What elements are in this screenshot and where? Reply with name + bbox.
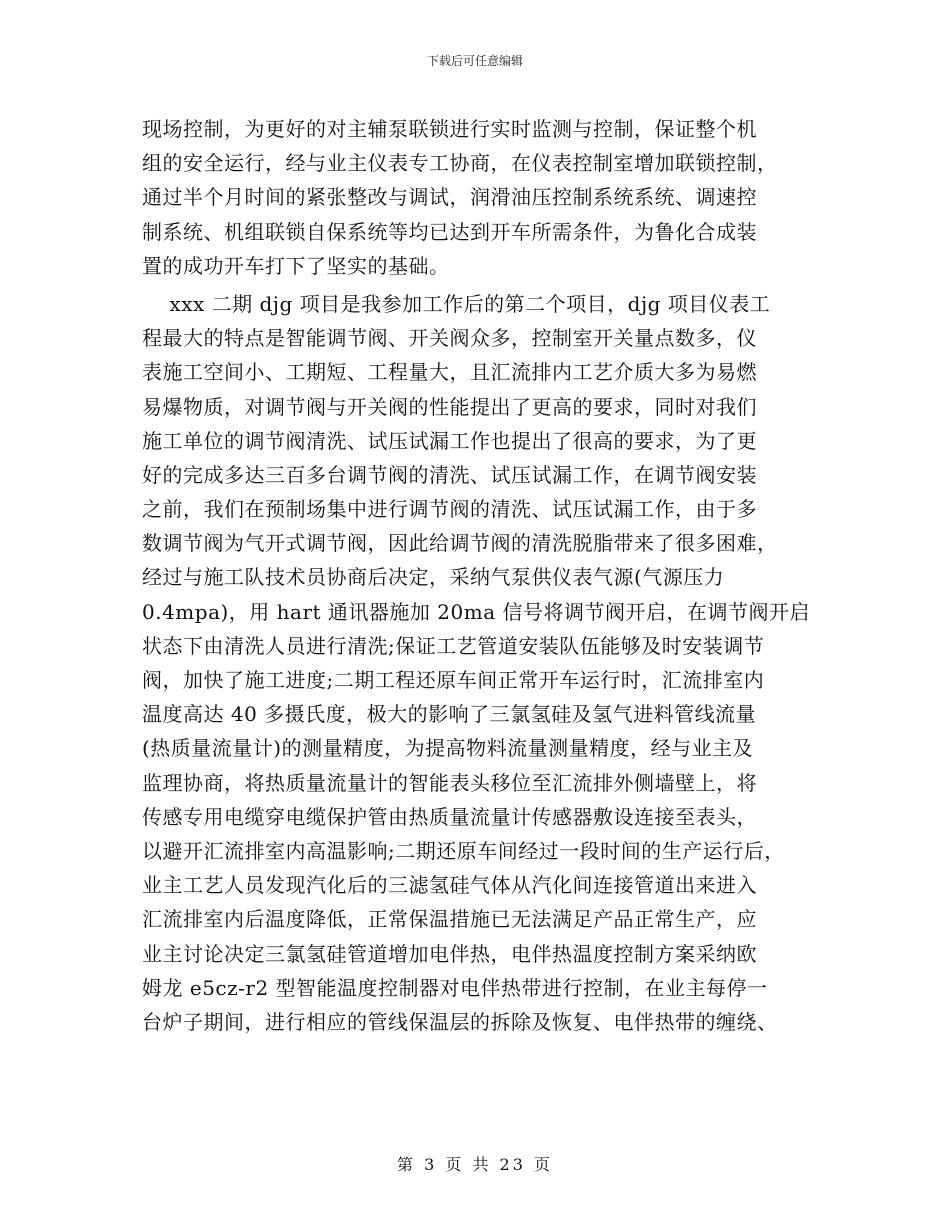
text-line: 0.4mpa)，用 hart 通讯器施加 20ma 信号将调节阀开启，在调节阀开启 <box>142 599 810 624</box>
page-number-footer: 第 3 页 共 23 页 <box>397 1155 553 1174</box>
document-body <box>142 112 822 1039</box>
text-line: 温度高达 40 多摄氏度，极大的影响了三氯氢硅及氢气进料管线流量 <box>142 702 757 727</box>
text-line: (热质量流量计)的测量精度，为提高物料流量测量精度，经与业主及 <box>142 736 754 761</box>
text-line: 现场控制，为更好的对主辅泵联锁进行实时监测与控制，保证整个机 <box>142 117 757 141</box>
text-line: 业主讨论决定三氯氢硅管道增加电伴热，电伴热温度控制方案采纳欧 <box>142 941 757 966</box>
text-line: 置的成功开车打下了坚实的基础。 <box>142 253 450 278</box>
text-line: 之前，我们在预制场集中进行调节阀的清洗、试压试漏工作，由于多 <box>142 497 757 522</box>
text-line: 制系统、机组联锁自保系统等均已达到开车所需条件，为鲁化合成装 <box>142 219 757 244</box>
text-line: 数调节阀为气开式调节阀，因此给调节阀的清洗脱脂带来了很多困难， <box>142 531 778 556</box>
text-line: 通过半个月时间的紧张整改与调试，润滑油压控制系统系统、调速控 <box>142 185 757 210</box>
text-line: 传感专用电缆穿电缆保护管由热质量流量计传感器敷设连接至表头， <box>142 804 757 829</box>
paragraph-1 <box>142 112 822 283</box>
text-line: 状态下由清洗人员进行清洗;保证工艺管道安装队伍能够及时安装调节 <box>142 633 765 658</box>
text-line: 程最大的特点是智能调节阀、开关阀众多，控制室开关量点数多，仪 <box>142 326 757 351</box>
text-line: xxx 二期 djg 项目是我参加工作后的第二个项目，djg 项目仪表工 <box>142 291 771 316</box>
text-line: 经过与施工队技术员协商后决定，采纳气泵供仪表气源(气源压力 <box>142 565 725 590</box>
text-line: 以避开汇流排室内高温影响;二期还原车间经过一段时间的生产运行后， <box>142 838 785 863</box>
page-header: 下载后可任意编辑 <box>426 54 523 68</box>
text-line: 好的完成多达三百多台调节阀的清洗、试压试漏工作，在调节阀安装 <box>142 462 757 487</box>
text-line: 监理协商，将热质量流量计的智能表头移位至汇流排外侧墙壁上，将 <box>142 770 757 795</box>
text-line: 易爆物质，对调节阀与开关阀的性能提出了更高的要求，同时对我们 <box>142 394 757 419</box>
text-line: 施工单位的调节阀清洗、试压试漏工作也提出了很高的要求，为了更 <box>142 428 757 453</box>
text-line: 表施工空间小、工期短、工程量大，且汇流排内工艺介质大多为易燃 <box>142 360 757 385</box>
text-line: 业主工艺人员发现汽化后的三滤氢硅气体从汽化间连接管道出来进入 <box>142 873 757 898</box>
text-line: 汇流排室内后温度降低，正常保温措施已无法满足产品正常生产，应 <box>142 907 757 932</box>
text-line: 姆龙 e5cz-r2 型智能温度控制器对电伴热带进行控制，在业主每停一 <box>142 975 768 1000</box>
text-line: 组的安全运行，经与业主仪表专工协商，在仪表控制室增加联锁控制， <box>142 151 778 176</box>
text-line: 阀，加快了施工进度;二期工程还原车间正常开车运行时，汇流排室内 <box>142 668 765 692</box>
paragraph-2 <box>142 287 822 1039</box>
text-line: 台炉子期间，进行相应的管线保温层的拆除及恢复、电伴热带的缠绕、 <box>142 1009 778 1034</box>
